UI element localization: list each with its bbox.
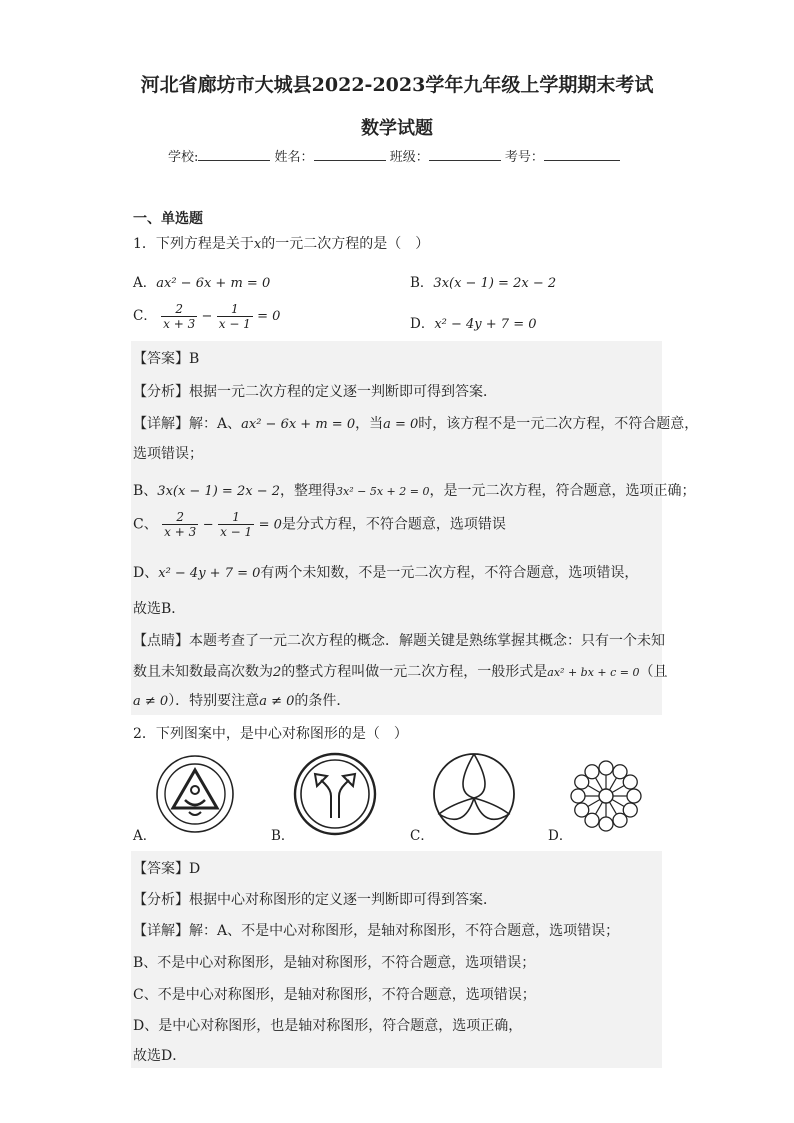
q2-answer: 【答案】D: [133, 861, 201, 877]
detail-text: C、: [133, 516, 158, 533]
petal-stem: [612, 800, 624, 807]
point-text: （且: [639, 664, 668, 680]
detail-text: 时，该方程不是一元二次方程，不符合题意，: [418, 416, 699, 432]
denominator: x − 1: [218, 317, 251, 331]
detail-expr: 3x² − 5x + 2 = 0: [336, 485, 430, 498]
q1-detail-c: [133, 510, 506, 539]
option-expr: 3x(x − 1) = 2x − 2: [433, 276, 557, 291]
detail-text: B、: [133, 483, 158, 499]
road-sign-figure-b[interactable]: [293, 752, 377, 836]
petal-stem: [610, 802, 617, 814]
q1-stem-prefix: 1．下列方程是关于: [133, 236, 254, 252]
petal-stem: [596, 802, 603, 814]
q2-detail-1: 【详解】解：A、不是中心对称图形，是轴对称图形，不符合题意，选项错误；: [133, 923, 620, 939]
point-text: 数且未知数最高次数为: [133, 664, 273, 680]
q1-answer: 【答案】B: [133, 351, 200, 367]
petal: [623, 775, 637, 789]
school-blank[interactable]: [198, 148, 270, 161]
q1-analysis: 【分析】根据一元二次方程的定义逐一判断即可得到答案．: [133, 384, 497, 400]
q2-label-c: C．: [410, 828, 434, 844]
exam-no-blank[interactable]: [544, 148, 620, 161]
petals: [571, 761, 641, 831]
petal-stem: [610, 778, 617, 790]
exam-no-label: 考号：: [504, 150, 544, 165]
detail-text: ，整理得: [280, 483, 336, 499]
detail-text: D、: [133, 565, 159, 581]
option-expr: x² − 4y + 7 = 0: [434, 317, 537, 332]
petal: [585, 765, 599, 779]
point-expr: a ≠ 0: [259, 694, 295, 709]
q1-stem-var: x: [253, 237, 262, 252]
trefoil-figure-c[interactable]: [432, 752, 516, 836]
petal: [575, 803, 589, 817]
class-blank[interactable]: [429, 148, 501, 161]
section-heading: 一、单选题: [133, 211, 203, 227]
detail-text: 【详解】解：A、: [133, 416, 242, 432]
q1-choose: 故选B．: [133, 601, 186, 617]
petal: [599, 761, 613, 775]
q2-analysis: 【分析】根据中心对称图形的定义逐一判断即可得到答案．: [133, 892, 497, 908]
option-label: D．: [410, 316, 435, 332]
q1-point-1: 【点睛】本题考查了一元二次方程的概念．解题关键是熟练掌握其概念：只有一个未知: [133, 633, 665, 649]
fraction: [161, 302, 197, 331]
option-label: A．: [133, 275, 157, 291]
q2-label-a: A．: [133, 828, 157, 844]
petal-stem: [588, 800, 600, 807]
denominator: x − 1: [220, 525, 253, 539]
q1-detail-d: [133, 562, 638, 582]
q1-option-c[interactable]: [133, 302, 280, 331]
emblem-figure-a[interactable]: [155, 754, 235, 834]
point-expr: 2: [273, 665, 282, 680]
detail-text: ，当: [355, 416, 384, 432]
q1-point-2: [133, 661, 668, 681]
q1-option-d[interactable]: [410, 312, 537, 332]
q2-choose: 故选D．: [133, 1048, 187, 1064]
q1-detail-a-cont: 选项错误；: [133, 446, 203, 462]
point-text: 的条件．: [294, 693, 351, 709]
q1-option-b[interactable]: [410, 271, 556, 291]
name-label: 姓名：: [274, 150, 314, 165]
petal-stem: [588, 786, 600, 793]
q1-detail-a: [133, 413, 698, 433]
option-label: B．: [410, 275, 434, 291]
exam-subtitle: 数学试题: [361, 118, 433, 139]
q2-label-b: B．: [271, 828, 295, 844]
detail-text: ，是一元二次方程，符合题意，选项正确；: [429, 483, 696, 499]
point-expr: a ≠ 0: [133, 694, 169, 709]
name-blank[interactable]: [314, 148, 386, 161]
q1-option-a[interactable]: [133, 271, 270, 291]
petal: [571, 789, 585, 803]
petal: [627, 789, 641, 803]
option-expr-tail: = 0: [257, 309, 281, 324]
school-label: 学校:: [168, 150, 199, 165]
point-text: 的整式方程叫做一元二次方程，一般形式是: [281, 664, 548, 680]
fraction: [217, 302, 253, 331]
detail-expr: x² − 4y + 7 = 0: [158, 566, 261, 581]
fraction: [218, 510, 254, 539]
q1-stem: [133, 233, 429, 253]
detail-text: 是分式方程，不符合题意，选项错误: [281, 516, 506, 533]
q2-detail-4: D、是中心对称图形，也是轴对称图形，符合题意，选项正确，: [133, 1018, 523, 1034]
petal-stem: [596, 778, 603, 790]
detail-expr: a = 0: [383, 417, 419, 432]
petal-stem: [612, 786, 624, 793]
detail-expr: 3x(x − 1) = 2x − 2: [157, 484, 280, 499]
point-text: ）．特别要注意: [168, 693, 260, 709]
flower-figure-d[interactable]: [568, 758, 644, 834]
numerator: 2: [161, 302, 197, 317]
detail-expr: ax² − 6x + m = 0: [241, 417, 356, 432]
detail-text: 有两个未知数，不是一元二次方程，不符合题意，选项错误，: [260, 565, 639, 581]
student-info-line: [168, 146, 620, 165]
denominator: x + 3: [164, 525, 197, 539]
fraction: [162, 510, 198, 539]
point-expr: ax² + bx + c = 0: [547, 666, 640, 679]
class-label: 班级：: [389, 150, 429, 165]
detail-expr: = 0: [258, 517, 282, 533]
option-label: C．: [133, 308, 157, 324]
q2-detail-2: B、不是中心对称图形，是轴对称图形，不符合题意，选项错误；: [133, 955, 536, 971]
petal: [613, 813, 627, 827]
q2-detail-3: C、不是中心对称图形，是轴对称图形，不符合题意，选项错误；: [133, 987, 536, 1003]
q1-stem-suffix: 的一元二次方程的是（ ）: [261, 236, 430, 252]
petal: [599, 817, 613, 831]
numerator: 1: [218, 510, 254, 525]
q2-label-d: D．: [548, 828, 573, 844]
numerator: 2: [162, 510, 198, 525]
minus-sign: −: [202, 517, 214, 533]
denominator: x + 3: [163, 317, 196, 331]
q2-stem: 2．下列图案中，是中心对称图形的是（ ）: [133, 726, 408, 742]
option-expr: ax² − 6x + m = 0: [156, 276, 271, 291]
q1-point-3: [133, 690, 350, 710]
minus-sign: −: [201, 309, 213, 324]
exam-title: 河北省廊坊市大城县2022-2023学年九年级上学期期末考试: [140, 74, 654, 96]
numerator: 1: [217, 302, 253, 317]
q1-detail-b: [133, 480, 695, 500]
